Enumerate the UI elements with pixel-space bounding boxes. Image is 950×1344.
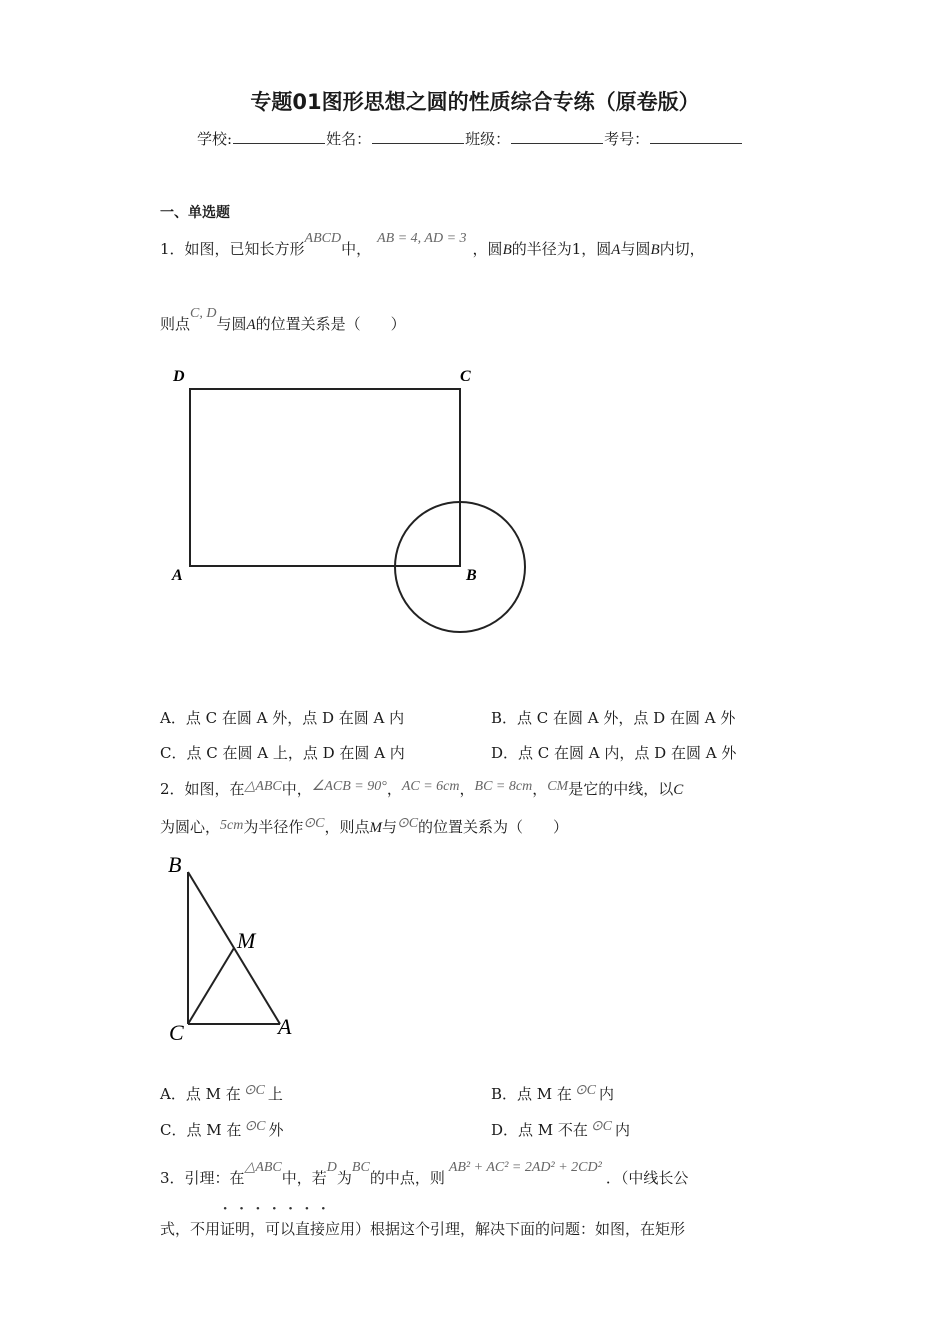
q1-condition: AB = 4, AD = 3 xyxy=(377,231,467,246)
section-title: 一、单选题 xyxy=(160,205,230,221)
q2-label-m: M xyxy=(237,928,256,953)
q1-label-b: B xyxy=(466,567,477,584)
q2-option-text: 内 xyxy=(615,1121,631,1139)
q2-line1 xyxy=(160,778,683,799)
q2-label-c: C xyxy=(169,1020,184,1045)
name-label: 姓名： xyxy=(326,130,372,148)
q2-option-text: C．点 M 在 xyxy=(160,1121,242,1139)
q2-label-b: B xyxy=(168,852,182,877)
q1-text: 1．如图，已知长方形 xyxy=(160,240,305,258)
q2-label-a: A xyxy=(278,1014,292,1039)
q2-text: ， xyxy=(532,780,548,798)
q1-line2 xyxy=(160,306,406,334)
q2-angle: ∠ACB = 90° xyxy=(311,779,387,794)
q1-rect-name: ABCD xyxy=(304,231,342,246)
q1-option-d[interactable]: D．点 C 在圆 A 内，点 D 在圆 A 外 xyxy=(491,744,737,762)
q2-option-text: 外 xyxy=(268,1121,284,1139)
q2-option-circle: ⊙C xyxy=(243,1083,265,1098)
q2-cm: CM xyxy=(547,779,569,794)
q2-text: 是它的中线，以 xyxy=(568,780,674,798)
q3-formula: AB² + AC² = 2AD² + 2CD² xyxy=(448,1160,602,1175)
q2-option-b[interactable] xyxy=(491,1083,614,1104)
q1-points: C, D xyxy=(190,306,217,321)
q1-text: ，圆 xyxy=(472,240,503,258)
q2-text: ， xyxy=(459,780,475,798)
q1-option-c[interactable]: C．点 C 在圆 A 上，点 D 在圆 A 内 xyxy=(160,744,405,762)
q2-option-text: 内 xyxy=(599,1085,615,1103)
q1-label-d: D xyxy=(173,368,185,385)
q1-text: 中， xyxy=(341,240,372,258)
q2-option-circle: ⊙C xyxy=(574,1083,596,1098)
emphasis-dots: ······· xyxy=(222,1196,337,1220)
school-blank[interactable] xyxy=(233,129,325,144)
q1-text: 与圆 xyxy=(216,315,247,333)
q3-text: ．（中线长公 xyxy=(605,1169,689,1187)
exam-no-blank[interactable] xyxy=(650,129,742,144)
class-label: 班级： xyxy=(465,130,511,148)
student-info-line xyxy=(197,128,743,149)
q2-option-text: A．点 M 在 xyxy=(160,1085,241,1103)
q2-text: 为圆心， xyxy=(160,818,221,836)
q1-var: B xyxy=(502,242,512,258)
school-label: 学校: xyxy=(197,130,233,148)
q2-option-text: 上 xyxy=(267,1085,283,1103)
q2-text: 为半径作 xyxy=(243,818,304,836)
class-blank[interactable] xyxy=(511,129,603,144)
q2-ac: AC = 6cm xyxy=(401,779,460,794)
q3-text: 为 xyxy=(336,1169,352,1187)
q2-option-a[interactable] xyxy=(160,1083,283,1104)
page-title: 专题01图形思想之圆的性质综合专练（原卷版） xyxy=(250,90,700,114)
q2-option-d[interactable] xyxy=(491,1119,630,1140)
q3-text: 3．引理：在 xyxy=(160,1169,245,1187)
q1-label-c: C xyxy=(460,368,471,385)
q2-text: 与 xyxy=(381,818,397,836)
q2-option-text: D．点 M 不在 xyxy=(491,1121,588,1139)
q1-option-b[interactable]: B．点 C 在圆 A 外，点 D 在圆 A 外 xyxy=(491,709,736,727)
q2-var: C xyxy=(673,782,684,798)
q1-text: 的半径为1，圆 xyxy=(511,240,612,258)
q2-option-c[interactable] xyxy=(160,1119,283,1140)
q3-text: 中，若 xyxy=(281,1169,327,1187)
q1-text: 的位置关系是（ ） xyxy=(255,315,406,333)
q2-line2 xyxy=(160,816,568,837)
q2-var: M xyxy=(369,820,382,836)
q2-triangle: △ABC xyxy=(244,779,282,794)
name-blank[interactable] xyxy=(372,129,464,144)
q2-text: 2．如图，在 xyxy=(160,780,245,798)
q2-text: ， xyxy=(386,780,402,798)
exam-no-label: 考号： xyxy=(604,130,650,148)
q1-line1 xyxy=(160,231,705,259)
q3-point-d: D xyxy=(326,1160,337,1175)
q3-triangle: △ABC xyxy=(244,1160,282,1175)
q2-bc: BC = 8cm xyxy=(474,779,533,794)
q2-option-text: B．点 M 在 xyxy=(491,1085,572,1103)
q1-var: A xyxy=(246,317,256,333)
q1-label-a: A xyxy=(172,567,183,584)
q2-text: 的位置关系为（ ） xyxy=(418,818,569,836)
q2-circle-c: ⊙C xyxy=(396,816,419,831)
q1-rectangle xyxy=(190,389,460,566)
q1-text: 则点 xyxy=(160,315,191,333)
q3-bc: BC xyxy=(351,1160,370,1175)
q2-radius: 5cm xyxy=(220,818,244,833)
q1-var: A xyxy=(611,242,621,258)
q2-option-circle: ⊙C xyxy=(590,1119,612,1134)
q2-median-cm xyxy=(188,948,234,1024)
q2-circle-c: ⊙C xyxy=(303,816,325,831)
q1-text: 与圆 xyxy=(620,240,651,258)
q1-var: B xyxy=(650,242,660,258)
q1-text: 内切， xyxy=(659,240,705,258)
q2-text: ，则点 xyxy=(324,818,370,836)
q1-option-a[interactable]: A．点 C 在圆 A 外，点 D 在圆 A 内 xyxy=(160,709,405,727)
q3-text: 的中点，则 xyxy=(369,1169,445,1187)
q2-option-circle: ⊙C xyxy=(244,1119,266,1134)
q2-figure xyxy=(160,848,320,1048)
q2-text: 中， xyxy=(281,780,312,798)
q3-line1 xyxy=(160,1160,689,1188)
q1-figure xyxy=(160,360,540,650)
q3-line2: 式，不用证明，可以直接应用）根据这个引理，解决下面的问题：如图，在矩形 xyxy=(160,1220,686,1238)
